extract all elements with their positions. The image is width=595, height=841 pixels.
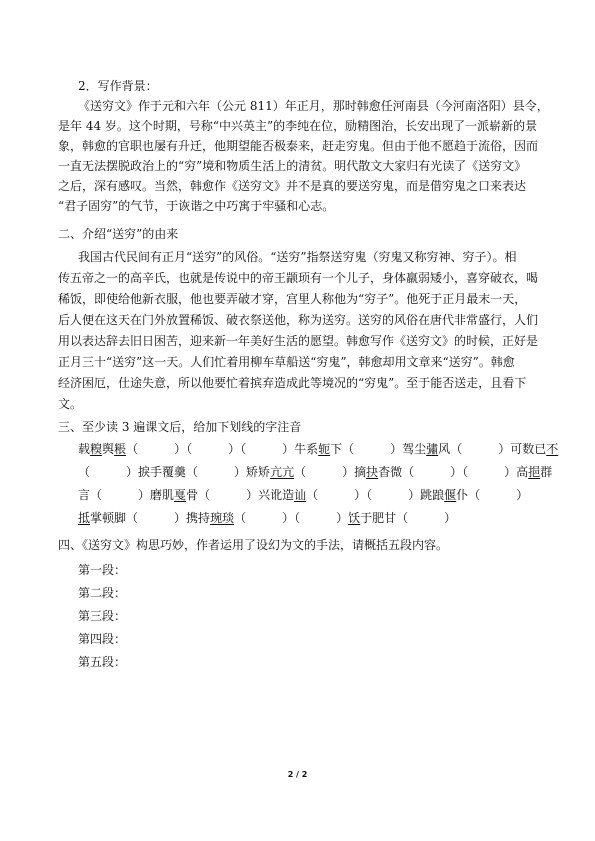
answer-blank[interactable]: （ ）（ ）: [402, 465, 517, 479]
pinyin-row-3: 言（ ）磨肌戛骨（ ）兴讹造讪（ ）（ ）跳踉偃仆（ ）: [78, 488, 529, 502]
answer-blank[interactable]: （ ）: [468, 488, 529, 502]
answer-blank[interactable]: （ ）: [396, 511, 457, 525]
answer-blank[interactable]: （ ）（ ）: [234, 511, 349, 525]
answer-blank[interactable]: （ ）: [450, 442, 511, 456]
answer-blank[interactable]: （ ）: [78, 465, 139, 479]
page-number: 2 / 2: [287, 770, 308, 779]
paragraph-line: 传五帝之一的高辛氏，也就是传说中的帝王颛顼有一个儿子，身体羸弱矮小，喜穿破衣，喝: [58, 271, 539, 285]
paragraph-line: “君子固穷”的气节，于诙谐之中巧寓于牢骚和心志。: [58, 199, 335, 213]
paragraph-line: 我国古代民间有正月“送穷”的风俗。“送穷”指祭送穷鬼（穷鬼又称穷神、穷子）。相: [78, 250, 517, 264]
summary-item-4[interactable]: 第四段：: [78, 632, 127, 646]
pinyin-row-4: 抵掌顿脚（ ）携持琬琰（ ）（ ）饫于肥甘（ ）: [78, 511, 457, 525]
paragraph-line: 是年 44 岁。这个时期，号称“中兴英主”的李纯在位，励精图治，长安出现了一派崭新的景: [58, 119, 538, 133]
answer-blank[interactable]: （ ）: [186, 465, 247, 479]
paragraph-line: 文。: [58, 397, 83, 411]
answer-blank[interactable]: （ ）: [198, 488, 259, 502]
paragraph-line: 后人便在这天在门外放置稀饭、破衣祭送他，称为送穷。送穷的风俗在唐代非常盛行，人们: [58, 313, 539, 327]
summary-item-5[interactable]: 第五段：: [78, 655, 127, 669]
summary-item-2[interactable]: 第二段：: [78, 586, 127, 600]
section-pinyin-heading: 三、至少读 3 遍课文后，给加下划线的字注音: [58, 420, 302, 434]
paragraph-line: 一直无法摆脱政治上的“穷”境和物质生活上的清贫。明代散文大家归有光读了《送穷文》: [58, 159, 527, 173]
answer-blank[interactable]: （ ）: [294, 465, 355, 479]
paragraph-line: 稀饭，即使给他新衣服，他也要弄破才穿，宫里人称他为“穷子”。他死于正月最末一天，: [58, 292, 527, 306]
paragraph-line: 《送穷文》作于元和六年（公元 811）年正月，那时韩愈任河南县（今河南洛阳）县令，: [78, 99, 549, 113]
pinyin-row-2: （ ）捩手覆羹（ ）矫矫亢亢（ ）摘抉杳微（ ）（ ）高挹群: [78, 465, 553, 479]
paragraph-line: 之后，深有感叹。当然，韩愈作《送穷文》并不是真的要送穷鬼，而是借穷鬼之口来表达: [58, 179, 527, 193]
paragraph-line: 用以表达辞去旧日困苦，迎来新一年美好生活的愿望。韩愈写作《送穷文》的时候，正好是: [58, 334, 539, 348]
section-2-heading: 2．写作背景：: [78, 79, 158, 93]
section-summary-heading: 四、《送穷文》构思巧妙，作者运用了设幻为文的手法，请概括五段内容。: [58, 538, 449, 552]
answer-blank[interactable]: （ ）（ ）（ ）: [126, 442, 295, 456]
paragraph-line: 象，韩愈的官职也屡有升迁，他期望能否极泰来，赶走穷鬼。但由于他不愿趋于流俗，因而: [58, 139, 539, 153]
summary-item-3[interactable]: 第三段：: [78, 609, 127, 623]
summary-item-1[interactable]: 第一段：: [78, 563, 127, 577]
answer-blank[interactable]: （ ）: [126, 511, 187, 525]
answer-blank[interactable]: （ ）: [342, 442, 403, 456]
answer-blank[interactable]: （ ）: [90, 488, 151, 502]
paragraph-line: 经济困厄，仕途失意，所以他要忙着摈弃造成此等境况的“穷鬼”。至于能否送走，且看下: [58, 376, 527, 390]
pinyin-row-1: 载糗舆粻（ ）（ ）（ ）牛系轭下（ ）驾尘彇风（ ）可数已不: [78, 442, 559, 456]
answer-blank[interactable]: （ ）（ ）: [306, 488, 421, 502]
paragraph-line: 正月三十“送穷”这一天。人们忙着用柳车草船送“穷鬼”，韩愈却用文章来“送穷”。韩愈: [58, 355, 515, 369]
section-intro-heading: 二、介绍“送穷”的由来: [58, 227, 179, 241]
